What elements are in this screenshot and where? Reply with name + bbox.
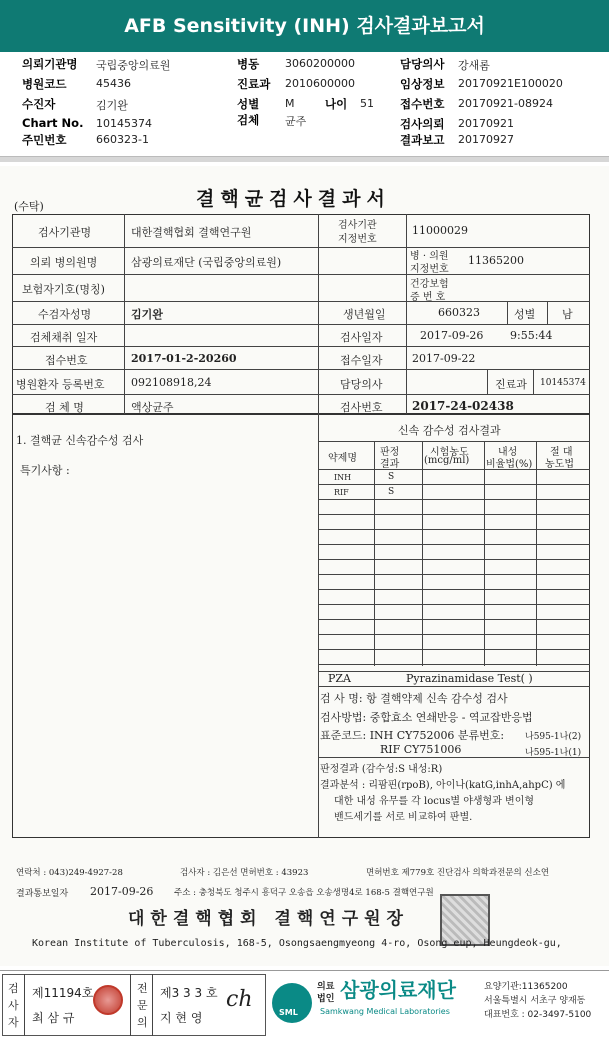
r2-label2b: 지정번호	[410, 264, 449, 275]
age-value: 51	[360, 97, 374, 110]
left-note: 특기사항 :	[20, 464, 70, 477]
r4-label2: 생년월일	[343, 308, 386, 321]
brand-english: Samkwang Medical Laboratories	[320, 1007, 450, 1016]
analysis-2: 대한 내성 유무를 각 locus별 야생형과 변이형	[334, 796, 535, 807]
r1-label: 검사기관명	[38, 226, 92, 239]
lab-phone: 대표번호 : 02-3497-5100	[484, 1010, 592, 1020]
specialist-signature: ch	[226, 987, 253, 1012]
row-line	[12, 247, 590, 248]
request-label: 검사의뢰	[400, 117, 445, 131]
class-inh: 나595-1나(2)	[525, 732, 582, 742]
report-title: AFB Sensitivity (INH) 검사결과보고서	[124, 15, 485, 37]
address: 주소 : 충청북도 청주시 흥덕구 오송읍 오송생명4로 168-5 결핵연구원	[174, 888, 434, 898]
drug-inh: INH	[334, 473, 352, 482]
method-type: 검사방법: 중합효소 연쇄반응 - 역교잡반응법	[320, 711, 533, 724]
col-conc-b: (mcg/ml)	[424, 455, 470, 466]
grid-row-line	[318, 514, 590, 515]
org-english: Korean Institute of Tuberculosis, 168-5, Osongsaengmyeong 4-ro, Osong eup, Heungdeok-gu,	[32, 938, 562, 949]
r4-value3: 남	[562, 308, 573, 321]
row-line	[12, 324, 590, 325]
receipt-label: 접수번호	[400, 97, 445, 111]
grid-row-line	[318, 649, 590, 650]
grid-row-line	[318, 559, 590, 560]
r8-label: 검 체 명	[45, 401, 84, 414]
col-conc-a: 시험농도	[430, 447, 469, 458]
left-title: 1. 결핵균 신속감수성 검사	[16, 434, 144, 447]
r3-label: 보험자기호(명칭)	[22, 283, 105, 296]
row-line	[12, 274, 590, 275]
r2-label2a: 병 · 의원	[410, 251, 449, 262]
report-title-bar	[0, 0, 609, 52]
examiner-name: 최 삼 규	[32, 1011, 75, 1025]
box2-char: 문	[137, 999, 148, 1012]
r2-value2: 11365200	[468, 254, 524, 267]
sex-value: M	[285, 97, 295, 110]
box2-char: 전	[137, 982, 148, 995]
lab-signature-footer	[0, 970, 609, 1039]
patient-info-panel	[0, 52, 609, 156]
col-line	[487, 369, 488, 394]
box1-char: 자	[8, 1016, 19, 1029]
doc-tag: (수탁)	[14, 200, 44, 213]
r7-label3: 진료과	[495, 378, 527, 391]
grid-row-line	[318, 484, 590, 485]
specimen-value: 균주	[285, 115, 307, 128]
grid-row-line	[318, 469, 590, 470]
r7-value: 092108918,24	[131, 376, 212, 389]
row-line	[12, 346, 590, 347]
report-date-label: 결과보고	[400, 133, 445, 147]
clinical-value: 20170921E100020	[458, 77, 563, 90]
pza-label: PZA	[328, 672, 351, 685]
age-label: 나이	[325, 97, 348, 111]
r7-label2: 담당의사	[340, 378, 383, 391]
grid-row-line	[318, 544, 590, 545]
ward-label: 병동	[237, 57, 260, 71]
sens-title: 신속 감수성 검사결과	[398, 424, 501, 437]
grid-row-line	[318, 529, 590, 530]
sex-label: 성별	[237, 97, 260, 111]
r7-label: 병원환자 등록번호	[16, 378, 105, 391]
col-line	[507, 301, 508, 324]
r8-value: 액상균주	[131, 401, 174, 414]
col-result-b: 결과	[380, 459, 400, 470]
std-code-inh: 표준코드: INH CY752006 분류번호:	[320, 729, 505, 742]
grid-vline	[484, 441, 485, 666]
sensitivity-grid	[318, 441, 590, 671]
code-label: 병원코드	[22, 77, 67, 91]
col-line	[547, 301, 548, 324]
notify-date: 2017-09-26	[90, 885, 154, 898]
std-code-rif: RIF CY751006	[380, 743, 462, 756]
specimen-label: 검체	[237, 113, 260, 127]
col-line	[152, 974, 153, 1036]
license: 면허번호 제779호 진단검사 의학과전문의 신소연	[366, 868, 550, 878]
col-line	[318, 214, 319, 414]
r4-value2: 660323	[438, 306, 480, 319]
r5-value3: 9:55:44	[510, 329, 553, 342]
request-value: 20170921	[458, 117, 514, 130]
row-line	[318, 757, 590, 758]
r6-label: 접수번호	[45, 354, 88, 367]
r6-value: 2017-01-2-20260	[131, 352, 237, 365]
grid-vline	[374, 441, 375, 666]
r1-value2: 11000029	[412, 224, 468, 237]
doc-title: 결핵균검사결과서	[196, 188, 391, 210]
r2-value: 삼광의료재단 (국립중앙의료원)	[131, 256, 282, 269]
drug-rif-result: S	[388, 487, 395, 497]
examiner-license: 제11194호	[32, 986, 94, 1000]
chart-value: 10145374	[96, 117, 152, 130]
examiner: 검사자 : 김은선 면허번호 : 43923	[180, 868, 309, 878]
row-line	[12, 301, 590, 302]
analysis-3: 밴드세기를 서로 비교하여 판별.	[334, 812, 473, 823]
receipt-value: 20170921-08924	[458, 97, 553, 110]
r4-label: 수검자성명	[38, 308, 92, 321]
drug-rif: RIF	[334, 488, 349, 497]
contact: 연락처 : 043)249-4927-28	[16, 868, 123, 878]
hospital-label: 의뢰기관명	[22, 57, 78, 71]
grid-row-line	[318, 619, 590, 620]
row-line	[12, 394, 590, 395]
r4-value: 김기완	[131, 308, 163, 321]
box1-char: 사	[8, 999, 19, 1012]
r8-label2: 검사번호	[340, 401, 383, 414]
scanned-result-document	[0, 166, 609, 966]
grid-row-line	[318, 499, 590, 500]
col-line	[124, 214, 125, 414]
r1-label2b: 지정번호	[338, 234, 377, 245]
corp-type-b: 법인	[317, 994, 335, 1004]
id-label: 주민번호	[22, 133, 67, 147]
dept-label: 진료과	[237, 77, 271, 91]
report-date-value: 20170927	[458, 133, 514, 146]
doctor-value: 강새롬	[458, 59, 490, 72]
col-ratio-a: 내성	[498, 447, 518, 458]
grid-row-line	[318, 604, 590, 605]
col-line	[533, 369, 534, 394]
ward-value: 3060200000	[285, 57, 355, 70]
class-rif: 나595-1나(1)	[525, 748, 582, 758]
specialist-license: 제3 3 3 호	[160, 986, 218, 1000]
row-line	[12, 369, 590, 370]
specialist-name: 지 현 영	[160, 1011, 203, 1025]
notify-label: 결과통보일자	[16, 889, 69, 899]
grid-vline	[536, 441, 537, 666]
chart-label: Chart No.	[22, 116, 84, 130]
col-ratio-b: 비율법(%)	[486, 459, 533, 470]
r3-label2b: 증 번 호	[410, 292, 446, 303]
patient-value: 김기완	[96, 99, 128, 112]
r6-label2: 접수일자	[340, 354, 383, 367]
judgment-legend: 판정결과 (감수성:S 내성:R)	[320, 764, 443, 775]
pza-value: Pyrazinamidase Test( )	[406, 672, 533, 685]
id-value: 660323-1	[96, 133, 149, 146]
r5-label: 검체채취 일자	[30, 331, 98, 344]
box2-char: 의	[137, 1016, 148, 1029]
r5-value2: 2017-09-26	[420, 329, 484, 342]
col-abs-b: 농도법	[545, 459, 574, 470]
grid-row-line	[318, 589, 590, 590]
hospital-value: 국립중앙의료원	[96, 59, 171, 72]
col-abs-a: 절 대	[550, 447, 573, 458]
grid-row-line	[318, 634, 590, 635]
method-name: 검 사 명: 항 결핵약제 신속 감수성 검사	[320, 692, 508, 705]
brand-name: 삼광의료재단	[340, 978, 456, 1002]
col-line	[24, 974, 25, 1036]
r2-label: 의뢰 병의원명	[30, 256, 98, 269]
col-line	[130, 974, 131, 1036]
doctor-label: 담당의사	[400, 57, 445, 71]
logo-text: SML	[279, 1008, 298, 1017]
drug-inh-result: S	[388, 472, 395, 482]
code-value: 45436	[96, 77, 131, 90]
col-drug: 약제명	[328, 453, 357, 464]
grid-row-line	[318, 664, 590, 665]
section-divider	[0, 156, 609, 162]
grid-row-line	[318, 574, 590, 575]
col-line	[406, 214, 407, 414]
org-name: 대한결핵협회 결핵연구원장	[128, 909, 409, 929]
grid-vline	[422, 441, 423, 666]
patient-label: 수진자	[22, 97, 56, 111]
r1-label2a: 검사기관	[338, 220, 377, 231]
analysis-1: 결과분석 : 리팜핀(rpoB), 아이나(katG,inhA,ahpC) 에	[320, 780, 566, 791]
sml-logo-icon	[272, 983, 312, 1023]
r3-label2a: 건강보험	[410, 279, 449, 290]
clinic-code: 요양기관:11365200	[484, 982, 568, 992]
r4-label3: 성별	[514, 308, 536, 321]
corp-type-a: 의료	[317, 982, 335, 992]
box1-char: 검	[8, 982, 19, 995]
row-line	[318, 686, 590, 687]
r1-value: 대한결핵협회 결핵연구원	[131, 226, 252, 239]
r6-value2: 2017-09-22	[412, 352, 476, 365]
r8-value2: 2017-24-02438	[412, 399, 514, 413]
r5-label2: 검사일자	[340, 331, 383, 344]
clinical-label: 임상정보	[400, 77, 445, 91]
examiner-seal-icon	[93, 985, 123, 1015]
r7-value3: 10145374	[540, 378, 586, 388]
lab-address: 서울특별시 서초구 양재동	[484, 996, 586, 1006]
dept-value: 2010600000	[285, 77, 355, 90]
col-result-a: 판정	[380, 447, 400, 458]
